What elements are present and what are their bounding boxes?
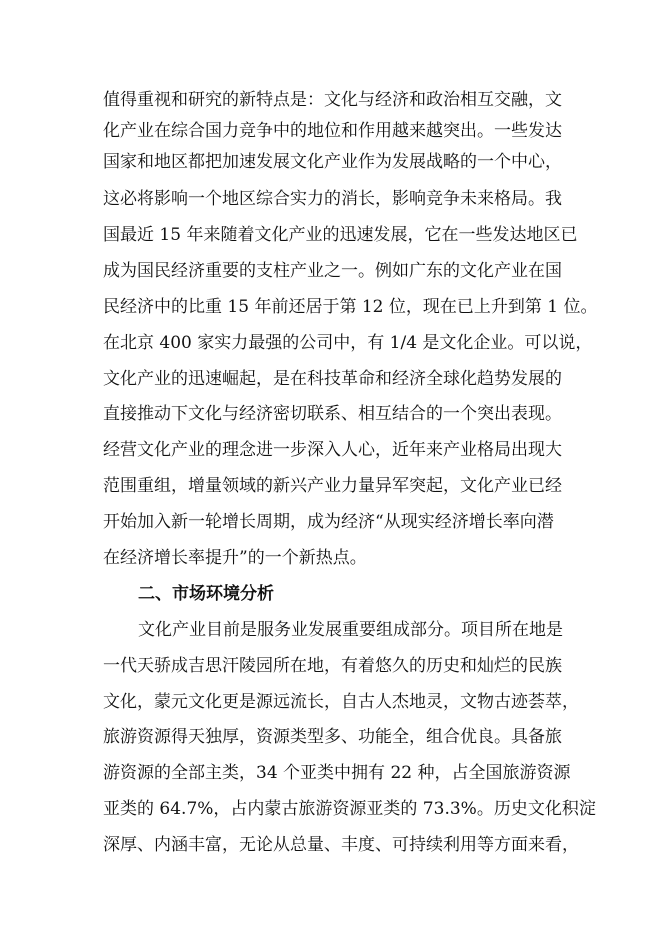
- paragraph-1-line-4: 这必将影响一个地区综合实力的消长，影响竞争未来格局。我: [103, 189, 562, 209]
- paragraph-2-line-1: 文化产业目前是服务业发展重要组成部分。项目所在地是: [138, 620, 563, 640]
- paragraph-2-line-6: 亚类的 64.7%，占内蒙古旅游资源亚类的 73.3%。历史文化积淀: [103, 799, 596, 819]
- paragraph-1-line-2: 化产业在综合国力竞争中的地位和作用越来越突出。一些发达: [103, 121, 562, 141]
- paragraph-1-line-3: 国家和地区都把加速发展文化产业作为发展战略的一个中心，: [103, 152, 562, 172]
- paragraph-1-line-14: 在经济增长率提升”的一个新热点。: [103, 548, 367, 568]
- paragraph-1-line-9: 文化产业的迅速崛起，是在科技革命和经济全球化趋势发展的: [103, 369, 562, 389]
- paragraph-2-line-3: 文化，蒙元文化更是源远流长，自古人杰地灵，文物古迹荟萃，: [103, 692, 579, 712]
- paragraph-2-line-7: 深厚、内涵丰富，无论从总量、丰度、可持续利用等方面来看，: [103, 835, 579, 855]
- paragraph-1-line-12: 范围重组，增量领域的新兴产业力量异军突起，文化产业已经: [103, 476, 562, 496]
- paragraph-2-line-2: 一代天骄成吉思汗陵园所在地，有着悠久的历史和灿烂的民族: [103, 656, 562, 676]
- paragraph-1-line-10: 直接推动下文化与经济密切联系、相互结合的一个突出表现。: [103, 404, 562, 424]
- paragraph-2-line-4: 旅游资源得天独厚，资源类型多、功能全，组合优良。具备旅: [103, 727, 562, 747]
- paragraph-1-line-7: 民经济中的比重 15 年前还居于第 12 位，现在已上升到第 1 位。: [103, 297, 598, 317]
- paragraph-1-line-5: 国最近 15 年来随着文化产业的迅速发展，它在一些发达地区已: [103, 225, 578, 245]
- paragraph-2-line-5: 游资源的全部主类，34 个亚类中拥有 22 种，占全国旅游资源: [103, 763, 571, 783]
- paragraph-1-line-8: 在北京 400 家实力最强的公司中，有 1/4 是文化企业。可以说，: [103, 333, 593, 353]
- paragraph-1-line-6: 成为国民经济重要的支柱产业之一。例如广东的文化产业在国: [103, 261, 562, 281]
- paragraph-1-line-1: 值得重视和研究的新特点是：文化与经济和政治相互交融，文: [103, 90, 562, 110]
- section-heading: 二、市场环境分析: [138, 584, 274, 604]
- paragraph-1-line-11: 经营文化产业的理念进一步深入人心，近年来产业格局出现大: [103, 440, 562, 460]
- paragraph-1-line-13: 开始加入新一轮增长周期，成为经济“从现实经济增长率向潜: [103, 512, 554, 532]
